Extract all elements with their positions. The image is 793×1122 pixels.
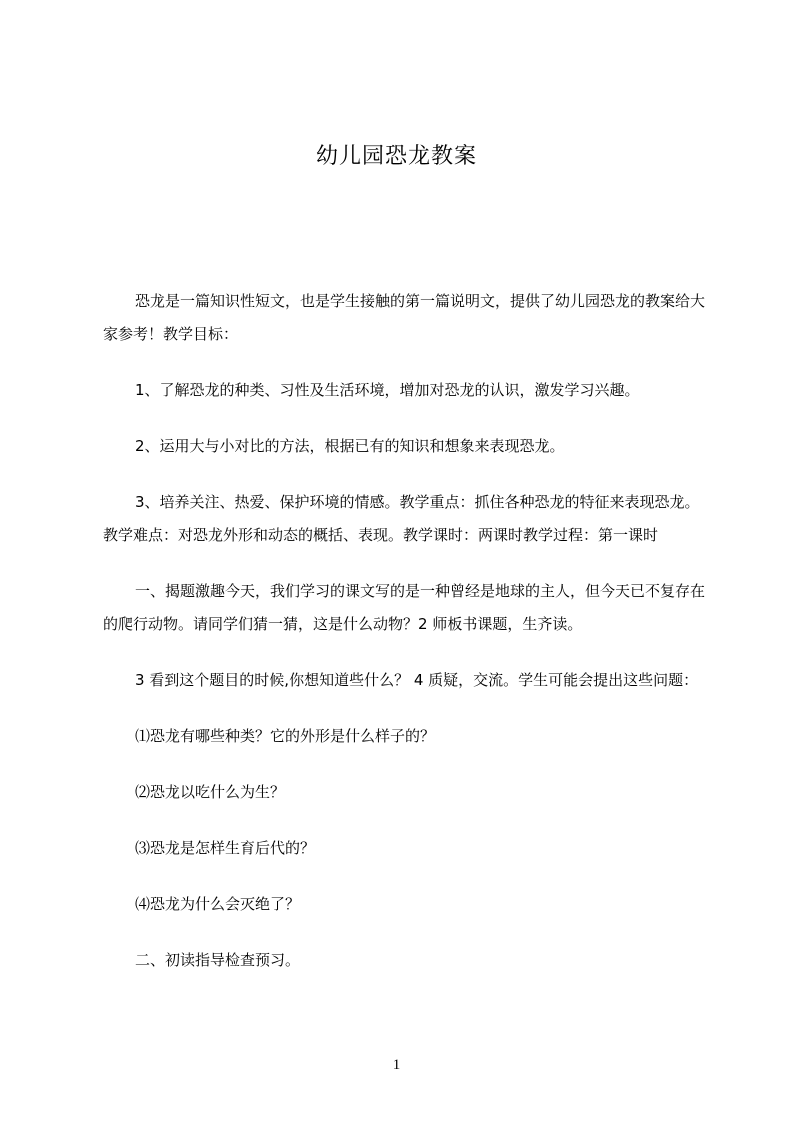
- document-title: 幼儿园恐龙教案: [315, 144, 477, 169]
- paragraph-questions-intro: 3 看到这个题目的时候,你想知道些什么？ 4 质疑，交流。学生可能会提出这些问题：: [135, 671, 699, 689]
- paragraph-goal-2: 2、运用大与小对比的方法，根据已有的知识和想象来表现恐龙。: [135, 437, 565, 455]
- page-number: 1: [392, 1057, 401, 1073]
- paragraph-goal-3: 3、培养关注、热爱、保护环境的情感。教学重点：抓住各种恐龙的特征来表现恐龙。教学难点：对恐龙外形和动态的概括、表现。教学课时：两课时教学过程：第一课时: [103, 493, 700, 544]
- paragraph-section-2: 二、初读指导检查预习。: [135, 951, 301, 969]
- paragraph-question-4: ⑷恐龙为什么会灭绝了？: [135, 895, 301, 913]
- paragraph-question-3: ⑶恐龙是怎样生育后代的？: [135, 839, 316, 857]
- paragraph-intro: 恐龙是一篇知识性短文，也是学生接触的第一篇说明文，提供了幼儿园恐龙的教案给大家参考！教学目标：: [103, 292, 706, 343]
- paragraph-question-1: ⑴恐龙有哪些种类？它的外形是什么样子的？: [135, 727, 436, 745]
- document-body: [103, 285, 713, 1000]
- paragraph-section-1: 一、揭题激趣今天，我们学习的课文写的是一种曾经是地球的主人，但今天已不复存在的爬行动物。请同学们猜一猜，这是什么动物？2 师板书课题，生齐读。: [103, 582, 706, 633]
- paragraph-goal-1: 1、了解恐龙的种类、习性及生活环境，增加对恐龙的认识，激发学习兴趣。: [135, 381, 640, 399]
- paragraph-question-2: ⑵恐龙以吃什么为生？: [135, 783, 286, 801]
